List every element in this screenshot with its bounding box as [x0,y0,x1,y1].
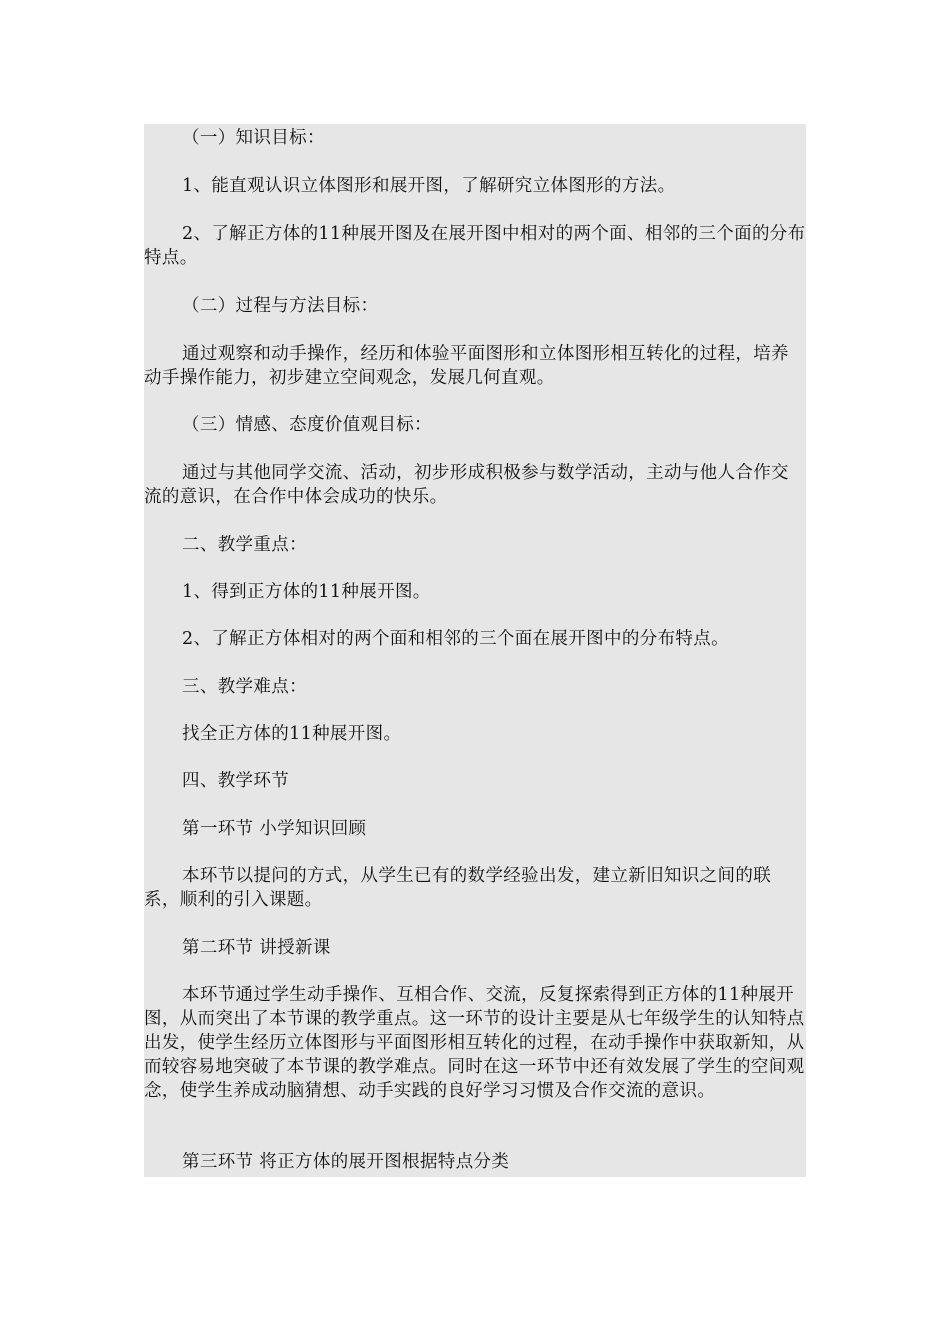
section-heading-step-3: 第三环节 将正方体的展开图根据特点分类 [182,1152,510,1172]
section-heading-process-goals: （二）过程与方法目标： [182,296,379,316]
document-page [144,124,806,1177]
paragraph-difficulty: 找全正方体的11种展开图。 [182,724,402,744]
section-heading-difficulties: 三、教学难点： [182,677,307,697]
section-heading-step-2: 第二环节 讲授新课 [182,938,331,958]
section-heading-knowledge-goals: （一）知识目标： [182,128,325,148]
paragraph-step-2: 本环节通过学生动手操作、互相合作、交流，反复探索得到正方体的11种展开图，从而突出了本节课的教学重点。这一环节的设计主要是从七年级学生的认知特点出发，使学生经历立体图形与平面图形相互转化的过程，在动手操作中获取新知，从而较容易地突破了本节课的教学难点。同时在这一环节中还有效发展了学生的空间观念，使学生养成动脑猜想、动手实践的良好学习习惯及合作交流的意识。 [144,985,805,1101]
paragraph-goal-1: 1、能直观认识立体图形和展开图，了解研究立体图形的方法。 [182,176,676,196]
paragraph-attitude-goals: 通过与其他同学交流、活动，初步形成积极参与数学活动，主动与他人合作交流的意识，在合作中体会成功的快乐。 [144,463,789,507]
section-heading-key-points: 二、教学重点： [182,535,307,555]
paragraph-goal-2: 2、了解正方体的11种展开图及在展开图中相对的两个面、相邻的三个面的分布特点。 [144,224,806,268]
paragraph-key-point-1: 1、得到正方体的11种展开图。 [182,582,431,602]
paragraph-key-point-2: 2、了解正方体相对的两个面和相邻的三个面在展开图中的分布特点。 [182,629,729,649]
section-heading-attitude-goals: （三）情感、态度价值观目标： [182,415,432,435]
section-heading-teaching-steps: 四、教学环节 [182,771,290,791]
paragraph-process-goals: 通过观察和动手操作，经历和体验平面图形和立体图形相互转化的过程，培养动手操作能力，初步建立空间观念，发展几何直观。 [144,344,789,388]
section-heading-step-1: 第一环节 小学知识回顾 [182,819,367,839]
paragraph-step-1: 本环节以提问的方式，从学生已有的数学经验出发，建立新旧知识之间的联系，顺利的引入课题。 [144,866,772,910]
